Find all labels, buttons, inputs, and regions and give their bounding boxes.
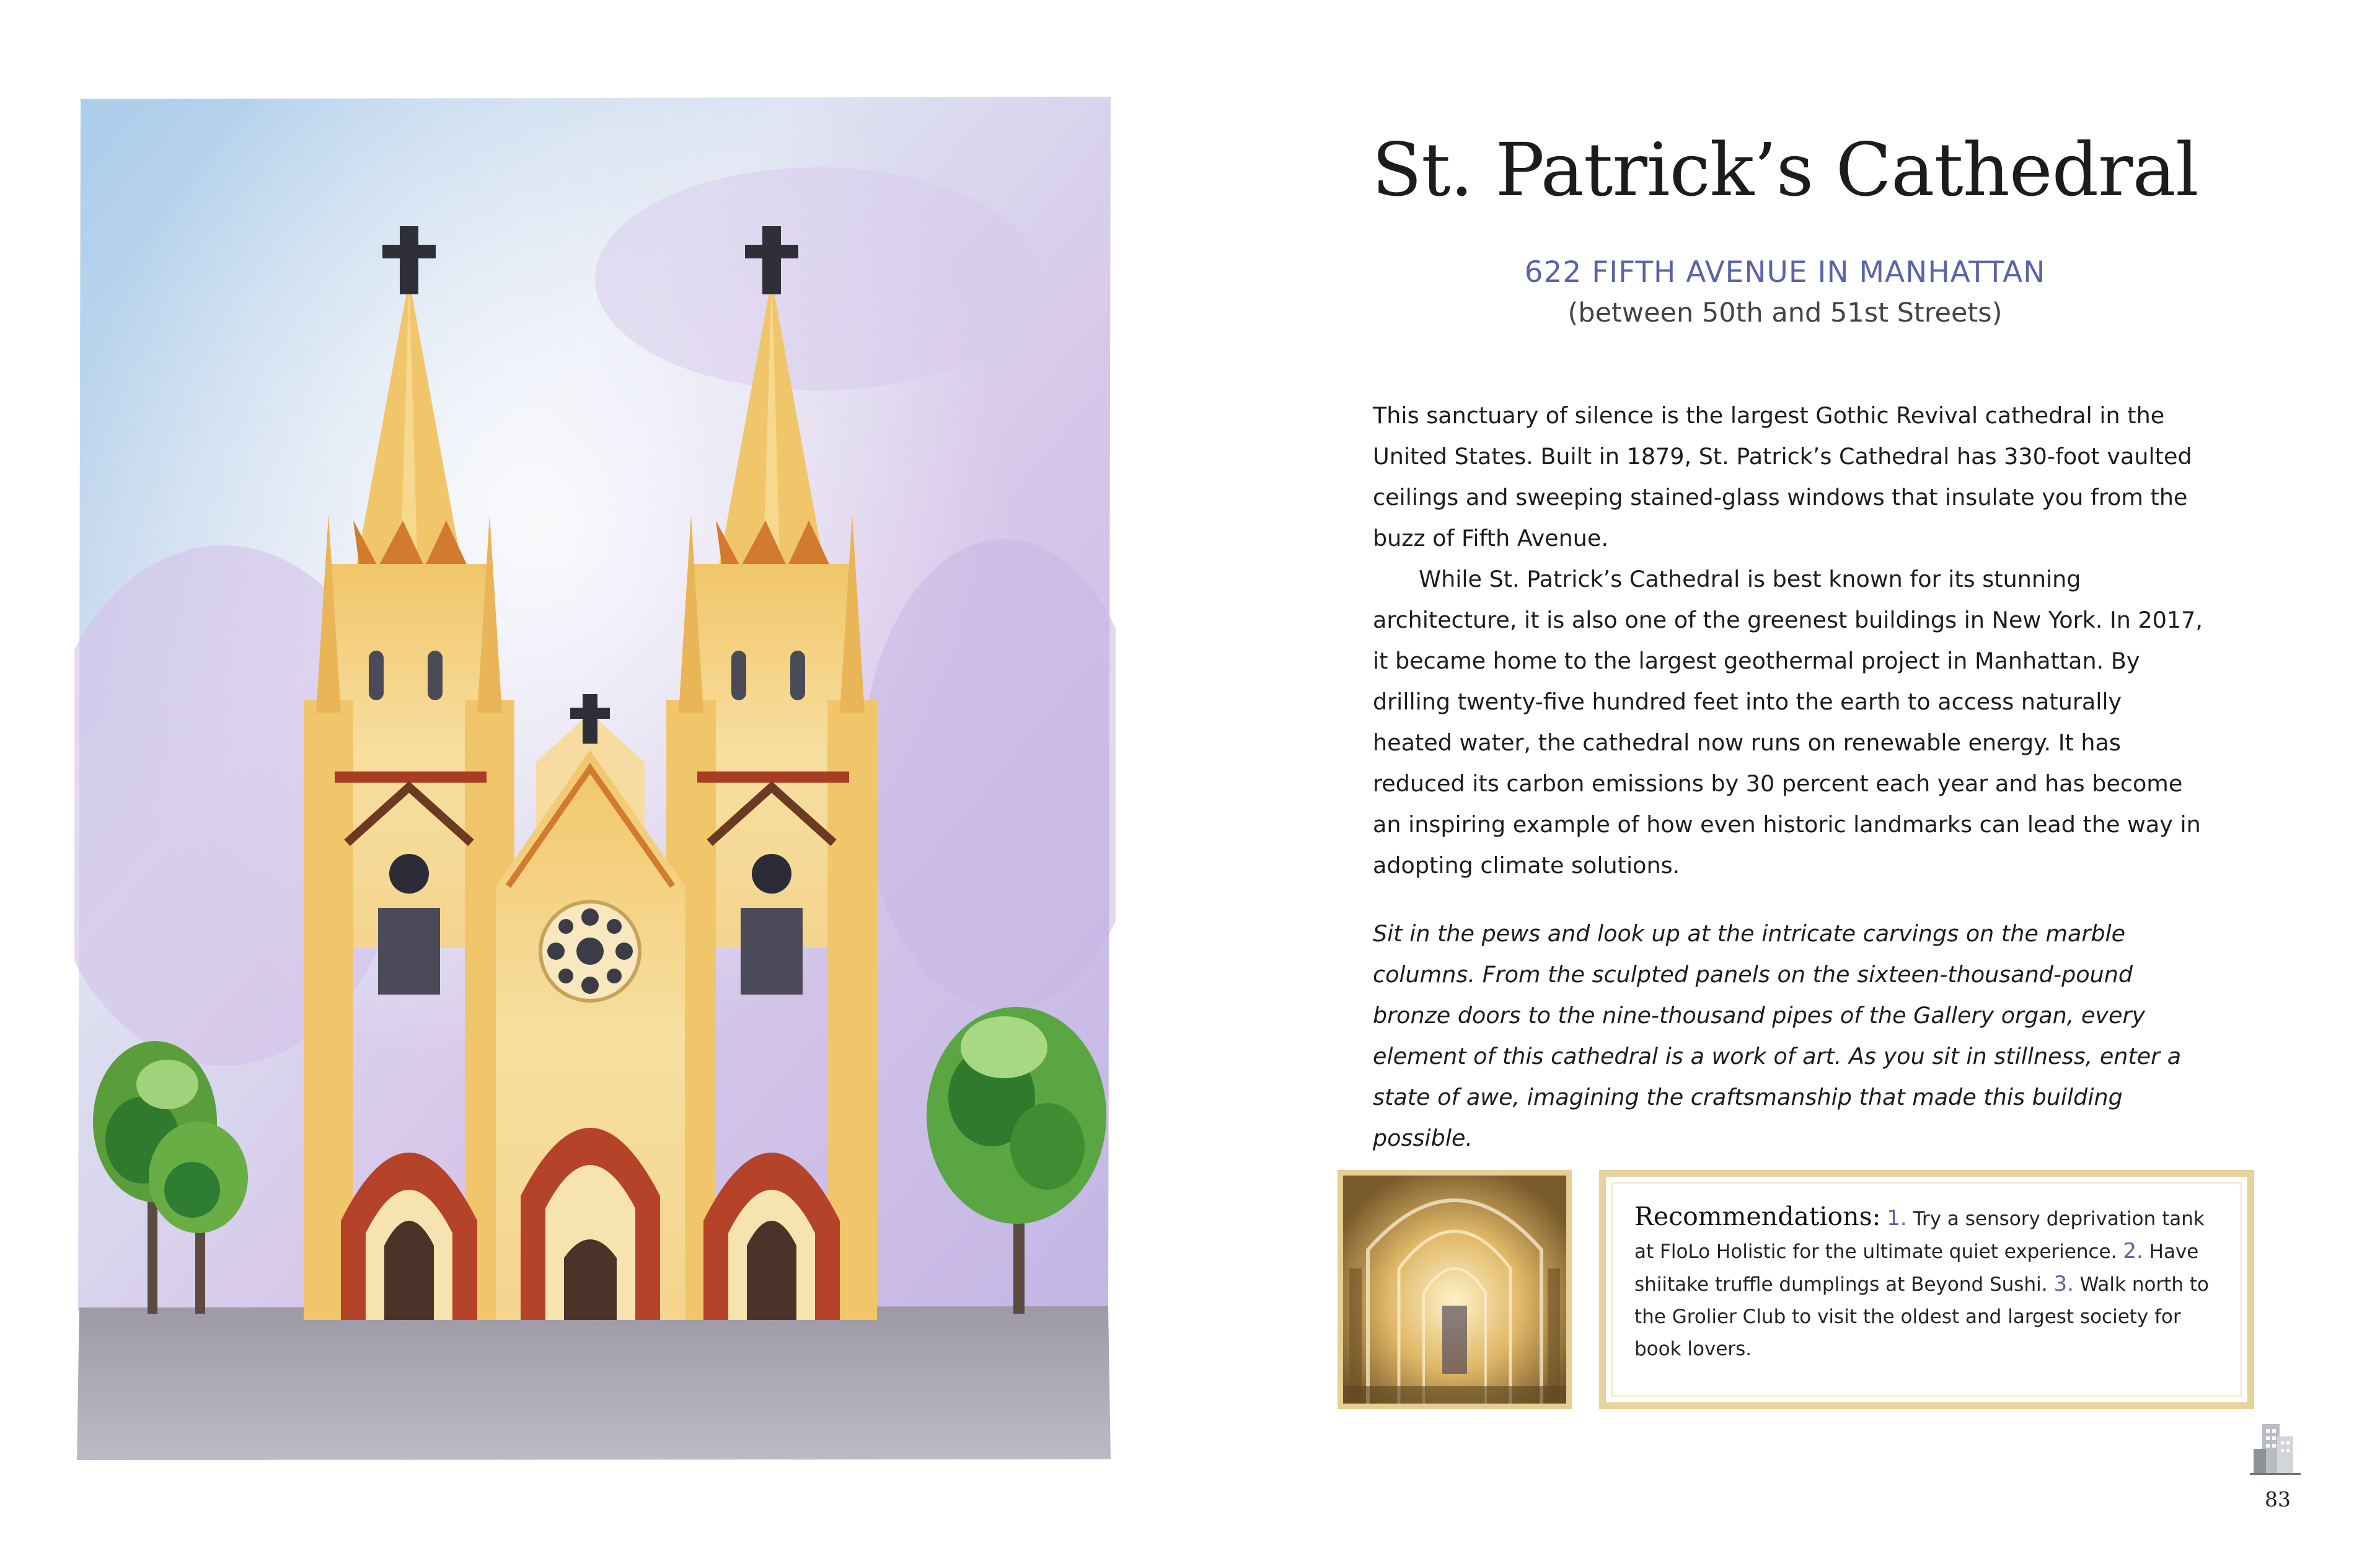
interior-photo-icon [1343, 1176, 1566, 1404]
cathedral-watercolor-illustration [74, 93, 1116, 1462]
intro-paragraph: This sanctuary of silence is the largest Gothic Revival cathedral in the United States. Built in 1879, St. Patrick’s Cathedral has 330-foot vaulted ceilings and sweeping stained-glass windows that insulate you from the buzz of Fifth Avenue. [1373, 402, 2192, 552]
rec-number-1: 1. [1887, 1206, 1907, 1231]
rec-item-1: Try a sensory deprivation tank at FloLo Holistic for the ultimate quiet experience. [1634, 1208, 2205, 1263]
page-title: St. Patrick’s Cathedral [1372, 127, 2198, 213]
recommendations-text [1634, 1200, 2221, 1365]
recommendations-heading: Recommendations: [1634, 1202, 1881, 1231]
city-buildings-icon [2250, 1418, 2301, 1475]
green-building-paragraph: While St. Patrick’s Cathedral is best known for its stunning architecture, it is also one of the greenest buildings in New York. In 2017, it became home to the largest geothermal project in Manhattan. By drilling twenty-five hundred feet into the earth to access naturally heated water, the cathedral now runs on renewable energy. It has reduced its carbon emissions by 30 percent each year and has become an inspiring example of how even historic landmarks can lead the way in adopting climate solutions. [1373, 566, 2203, 879]
rec-item-3: Walk north to the Grolier Club to visit the oldest and largest society for book lovers. [1634, 1273, 2209, 1360]
page-number: 83 [2265, 1487, 2291, 1511]
cross-streets: (between 50th and 51st Streets) [1567, 297, 2003, 328]
rec-number-3: 3. [2053, 1272, 2074, 1296]
body-text [1373, 395, 2203, 886]
rec-number-2: 2. [2123, 1239, 2143, 1264]
portals [341, 1128, 840, 1320]
ground-wash [77, 1306, 1111, 1460]
address-line: 622 FIFTH AVENUE IN MANHATTAN [1524, 255, 2046, 289]
rec-item-2: Have shiitake truffle dumplings at Beyond Sushi. [1634, 1241, 2199, 1296]
cathedral-interior-photo [1338, 1170, 1572, 1409]
italic-paragraph: Sit in the pews and look up at the intricate carvings on the marble columns. From the sculpted panels on the sixteen-thousand-pound bronze doors to the nine-thousand pipes of the Gallery organ, every element of this cathedral is a work of art. As you sit in stillness, enter a state of awe, imagining the craftsmanship that made this building possible. [1373, 920, 2182, 1151]
recommendations-box [1599, 1170, 2254, 1409]
